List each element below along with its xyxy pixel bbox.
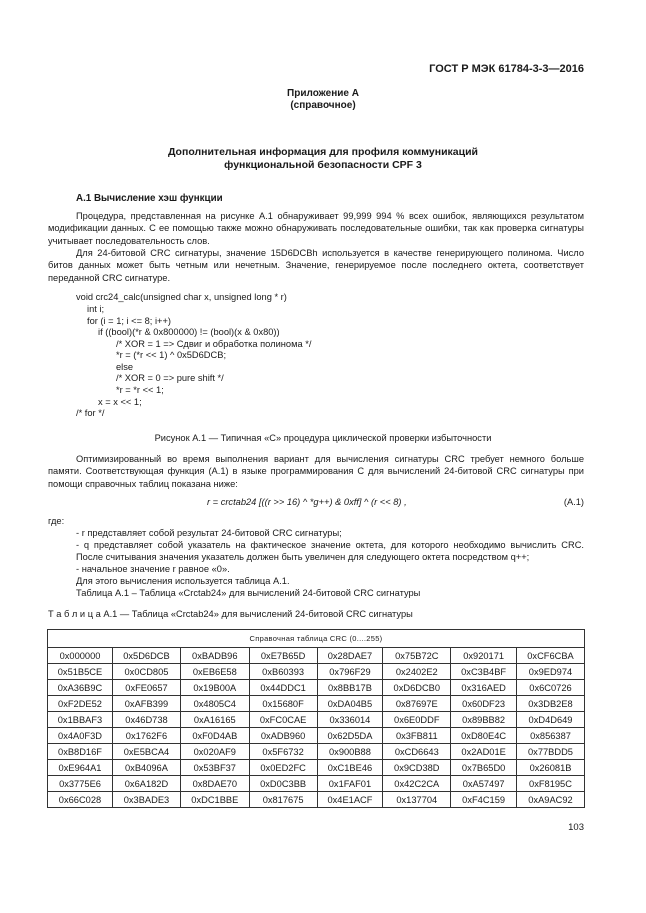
table-cell: 0xF8195C [517,776,585,792]
table-cell: 0x1BBAF3 [48,712,113,728]
table-cell: 0x1762F6 [113,728,181,744]
table-cell: 0x9ED974 [517,664,585,680]
figure-caption: Рисунок А.1 — Типичная «C» процедура циклической проверки избыточности [154,433,492,443]
table-cell: 0x6E0DDF [383,712,451,728]
table-cell: 0x42C2CA [383,776,451,792]
table-cell: 0x87697E [383,696,451,712]
table-cell: 0x26081B [517,760,585,776]
table-cell: 0xB8D16F [48,744,113,760]
table-cell: 0xF2DE52 [48,696,113,712]
table-cell: 0x5D6DCB [113,648,181,664]
table-cell: 0x46D738 [113,712,181,728]
heading-line-1: Дополнительная информация для профиля коммуникаций [167,146,479,158]
table-cell: 0xCD6643 [383,744,451,760]
table-cell: 0x137704 [383,792,451,808]
table-cell: 0xEB6E58 [180,664,249,680]
table-cell: 0xD80E4C [451,728,517,744]
table-cell: 0xE5BCA4 [113,744,181,760]
table-cell: 0xC1BE46 [317,760,383,776]
table-cell: 0xB60393 [249,664,317,680]
table-row [48,664,585,680]
table-cell: 0x3BADE3 [113,792,181,808]
paragraph-1-text: Процедура, представленная на рисунке А.1 обнаруживает 99,999 994 % всех ошибок, являющихся результатом модификации данных. С ее помощью также можно обнаруживать последовательные ошибки, так как проверка сигнатуры учитывает последовательность слов. [48,211,584,246]
table-cell: 0xB4096A [113,760,181,776]
paragraph-2 [48,247,584,284]
definition-item [48,539,584,564]
definition-wrap: - q представляет собой указатель на фактическое значение октета, для которого необходимо вычислить CRC. После считывания значения указатель должен быть увеличен для следующего октета посредством q++; [76,540,584,563]
table-cell: 0x900B88 [317,744,383,760]
table-cell: 0xD4D649 [517,712,585,728]
page-number: 103 [568,822,584,833]
table-cell: 0xA9AC92 [517,792,585,808]
table-cell: 0x77BDD5 [517,744,585,760]
where-label: где: [48,516,65,526]
table-cell: 0x316AED [451,680,517,696]
table-cell: 0xDA04B5 [317,696,383,712]
definition-item: - r представляет собой результат 24-битовой CRC сигнатуры; [76,528,342,538]
paragraph-3 [48,453,584,490]
table-row [48,728,585,744]
table-cell: 0xA57497 [451,776,517,792]
table-cell: 0xE964A1 [48,760,113,776]
table-cell: 0x51B5CE [48,664,113,680]
table-row [48,760,585,776]
table-cell: 0x920171 [451,648,517,664]
table-row [48,680,585,696]
table-cell: 0x4A0F3D [48,728,113,744]
table-cell: 0x9CD38D [383,760,451,776]
table-cell: 0xADB960 [249,728,317,744]
table-cell: 0x19B00A [180,680,249,696]
table-cell: 0x8BB17B [317,680,383,696]
table-cell: 0x15680F [249,696,317,712]
paragraph-2-text: Для 24-битовой CRC сигнатуры, значение 15D6DCBh используется в качестве генерирующего полинома. Число битов данных может быть четным или нечетным. Значение, генерируемое после последнего октета, соответствует переданной CRC сигнатуре. [48,248,584,283]
paragraph-1 [48,210,584,247]
table-row [48,744,585,760]
table-reference: Для этого вычисления используется таблица А.1. [76,576,290,586]
table-cell: 0x53BF37 [180,760,249,776]
table-title: Т а б л и ц а А.1 — Таблица «Crctab24» для вычислений 24-битовой CRC сигнатуры [48,609,413,619]
table-cell: 0xD6DCB0 [383,680,451,696]
section-title: А.1 Вычисление хэш функции [76,193,223,204]
annex-title: Приложение А [287,88,359,99]
table-cell: 0x0ED2FC [249,760,317,776]
definition-text: q представляет собой указатель на фактическое значение октета, для которого необходимо вычислить CRC. После считывания значения указатель должен быть увеличен для следующего октета посредством q++; [76,540,584,563]
table-cell: 0x2402E2 [383,664,451,680]
code-line: if ((bool)(*r & 0x800000) != (bool)(x & 0x80)) [98,327,280,337]
table-row [48,776,585,792]
code-line: /* XOR = 0 => pure shift */ [116,373,224,383]
table-row [48,648,585,664]
table-cell: 0x60DF23 [451,696,517,712]
heading-line-2: функциональной безопасности CPF 3 [224,159,422,171]
table-reference-title: Таблица А.1 – Таблица «Crctab24» для вычислений 24-битовой CRC сигнатуры [76,588,421,598]
table-cell: 0x89BB82 [451,712,517,728]
table-caption: Справочная таблица CRC (0....255) [48,630,585,648]
code-line: *r = *r << 1; [116,385,164,395]
table-cell: 0x817675 [249,792,317,808]
table-cell: 0x62D5DA [317,728,383,744]
table-cell: 0x75B72C [383,648,451,664]
table-cell: 0x1FAF01 [317,776,383,792]
table-cell: 0xA16165 [180,712,249,728]
table-row [48,696,585,712]
formula: r = crctab24 [((r >> 16) ^ *g++) & 0xff] ^ (r << 8) , [207,497,407,507]
table-cell: 0x6C0726 [517,680,585,696]
table-cell: 0x6A182D [113,776,181,792]
crc-table [47,629,585,808]
table-cell: 0x3775E6 [48,776,113,792]
code-line: /* XOR = 1 => Сдвиг и обработка полинома */ [116,339,312,349]
standard-number: ГОСТ Р МЭК 61784-3-3—2016 [429,63,584,75]
table-cell: 0x8DAE70 [180,776,249,792]
table-cell: 0x5F6732 [249,744,317,760]
table-cell: 0x66C028 [48,792,113,808]
table-cell: 0x0CD805 [113,664,181,680]
table-cell: 0x7B65D0 [451,760,517,776]
paragraph-3-text: Оптимизированный во время выполнения вариант для вычисления сигнатуры CRC требует немного больше памяти. Соответствующая функция (А.1) в языке программирования C для вычислений 24-битовой CRC сигнатуры при помощи справочных таблиц показана ниже: [48,454,584,489]
code-line: /* for */ [76,408,105,418]
table-cell: 0x000000 [48,648,113,664]
code-line: int i; [87,304,105,314]
code-line: *r = (*r << 1) ^ 0x5D6DCB; [116,350,227,360]
table-cell: 0xBADB96 [180,648,249,664]
formula-number: (А.1) [563,497,584,507]
table-cell: 0x2AD01E [451,744,517,760]
table-cell: 0x4E1ACF [317,792,383,808]
table-cell: 0xF4C159 [451,792,517,808]
table-cell: 0xF0D4AB [180,728,249,744]
table-cell: 0xD0C3BB [249,776,317,792]
table-cell: 0xAFB399 [113,696,181,712]
table-cell: 0xC3B4BF [451,664,517,680]
table-cell: 0x3FB811 [383,728,451,744]
table-cell: 0x28DAE7 [317,648,383,664]
table-cell: 0x796F29 [317,664,383,680]
table-cell: 0xA36B9C [48,680,113,696]
table-cell: 0xDC1BBE [180,792,249,808]
table-row [48,712,585,728]
table-cell: 0x020AF9 [180,744,249,760]
table-row [48,792,585,808]
table-cell: 0x856387 [517,728,585,744]
code-line: else [116,362,134,372]
definition-text: r представляет собой результат 24-битовой CRC сигнатуры; [81,528,342,538]
table-caption-row [48,630,585,648]
code-line: void crc24_calc(unsigned char x, unsigned long * r) [76,292,287,302]
table-cell: 0x3DB2E8 [517,696,585,712]
table-cell: 0xFE0657 [113,680,181,696]
definition-text: начальное значение r равное «0». [81,564,230,574]
table-cell: 0x336014 [317,712,383,728]
code-line: x = x << 1; [98,397,142,407]
definition-item: - начальное значение r равное «0». [76,564,230,574]
table-cell: 0x44DDC1 [249,680,317,696]
table-cell: 0x4805C4 [180,696,249,712]
table-cell: 0xE7B65D [249,648,317,664]
code-line: for (i = 1; i <= 8; i++) [87,316,171,326]
table-cell: 0xCF6CBA [517,648,585,664]
table-cell: 0xFC0CAE [249,712,317,728]
annex-type: (справочное) [290,100,356,111]
